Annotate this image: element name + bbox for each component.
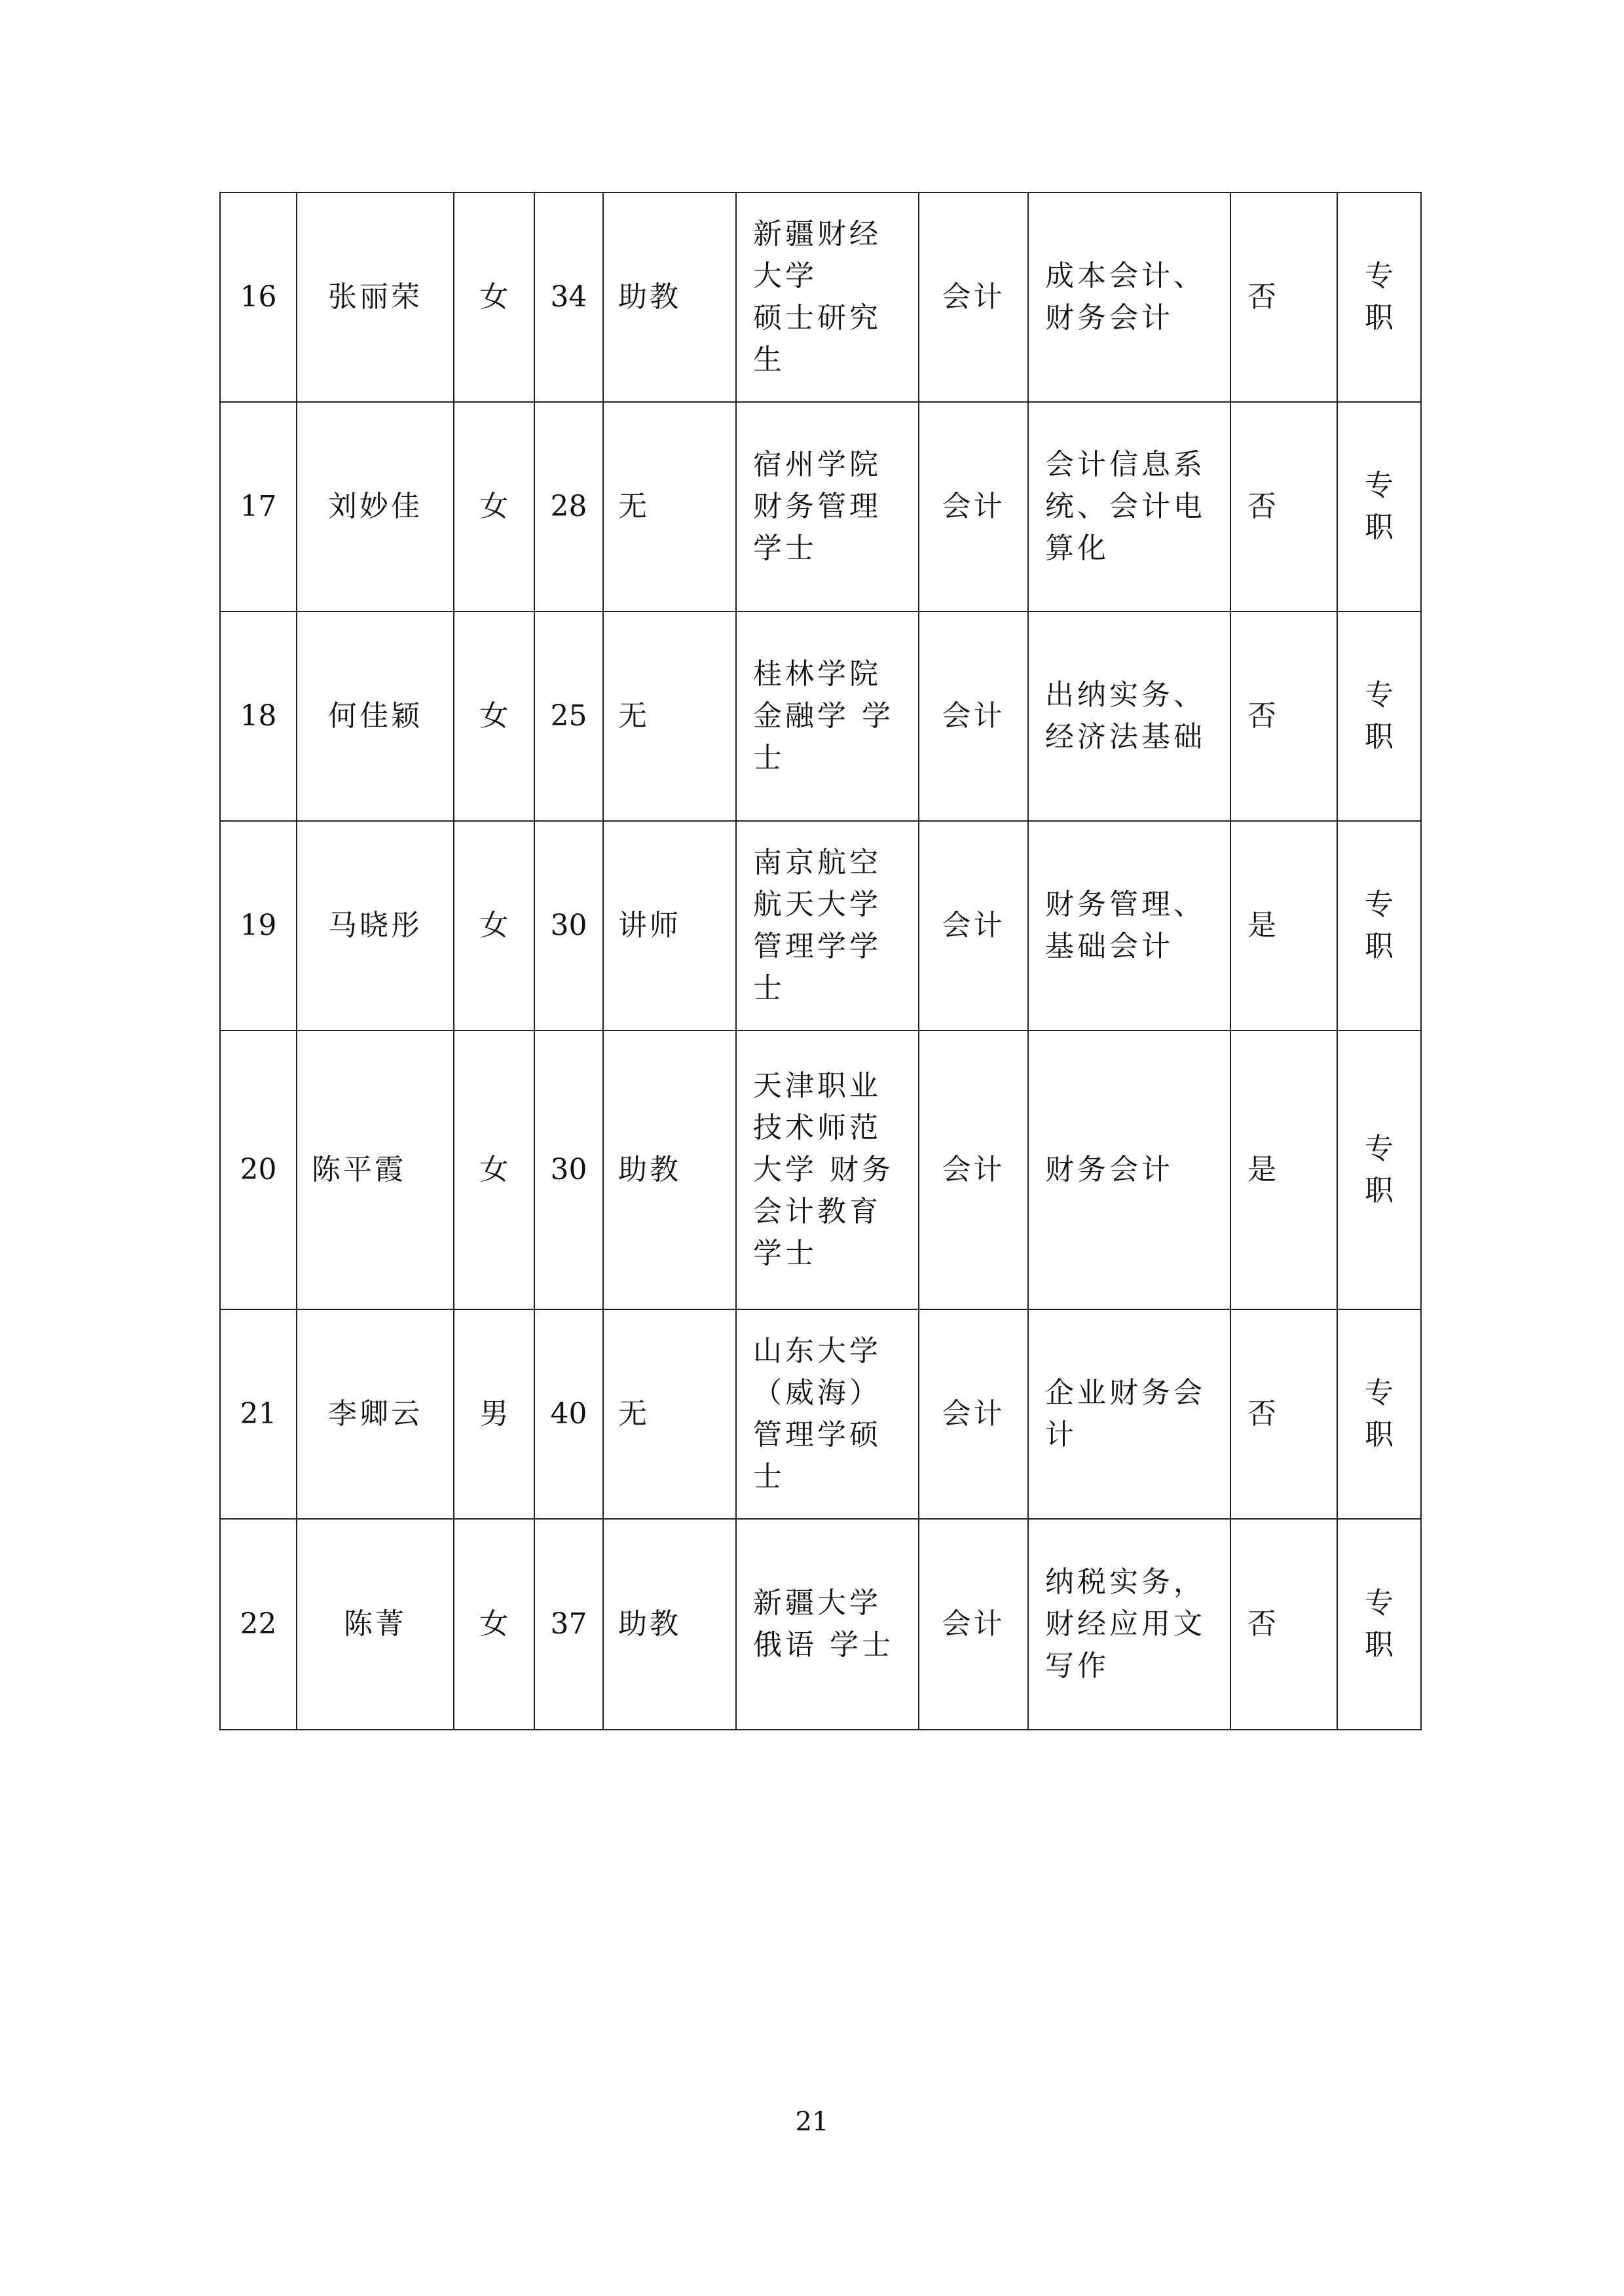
cell-courses-line: 财务会计: [1045, 301, 1173, 335]
cell-education-line: 管理学学: [753, 930, 881, 963]
cell-education: [736, 1519, 919, 1730]
cell-education-line: 山东大学: [753, 1334, 881, 1368]
cell-employment-type: [1337, 402, 1421, 611]
cell-dual-qualified: 否: [1230, 1309, 1337, 1519]
cell-number: 18: [220, 611, 297, 821]
cell-courses: [1028, 192, 1230, 402]
cell-courses: [1028, 1309, 1230, 1519]
cell-name: 何佳颖: [297, 611, 454, 821]
cell-education-line: 士: [753, 1460, 785, 1493]
cell-education-line: 学士: [753, 1237, 817, 1270]
cell-courses-line: 财务会计: [1045, 1153, 1173, 1186]
cell-courses-line: 写作: [1045, 1649, 1109, 1683]
cell-gender: 女: [454, 821, 534, 1030]
cell-courses-line: 财经应用文: [1045, 1607, 1206, 1641]
cell-employment-type-line: 专: [1365, 259, 1393, 293]
cell-employment-type-line: 职: [1365, 1418, 1393, 1451]
cell-education-line: 俄语 学士: [753, 1628, 894, 1662]
cell-employment-type: [1337, 821, 1421, 1030]
cell-courses: [1028, 1519, 1230, 1730]
cell-name: 陈菁: [297, 1519, 454, 1730]
cell-education: [736, 611, 919, 821]
cell-employment-type: [1337, 192, 1421, 402]
cell-dual-qualified: 否: [1230, 1519, 1337, 1730]
cell-name: 马晓彤: [297, 821, 454, 1030]
cell-employment-type-line: 专: [1365, 1132, 1393, 1165]
cell-education: [736, 821, 919, 1030]
cell-education: [736, 1030, 919, 1309]
cell-major: 会计: [919, 192, 1028, 402]
cell-number: 16: [220, 192, 297, 402]
cell-courses-line: 计: [1045, 1418, 1077, 1451]
cell-employment-type: [1337, 1030, 1421, 1309]
cell-name: 陈平霞: [297, 1030, 454, 1309]
cell-courses-line: 成本会计、: [1045, 259, 1206, 293]
cell-major: 会计: [919, 1030, 1028, 1309]
cell-employment-type-line: 专: [1365, 678, 1393, 712]
cell-gender: 女: [454, 1519, 534, 1730]
cell-education-line: 大学 财务: [753, 1153, 894, 1186]
cell-courses-line: 企业财务会: [1045, 1376, 1206, 1410]
cell-age: 37: [534, 1519, 603, 1730]
cell-education-line: 金融学 学: [753, 699, 894, 733]
cell-education-line: 南京航空: [753, 846, 881, 879]
cell-education-line: 桂林学院: [753, 657, 881, 691]
cell-name: 李卿云: [297, 1309, 454, 1519]
cell-dual-qualified: 是: [1230, 821, 1337, 1030]
cell-education-line: 生: [753, 343, 785, 376]
cell-title: 无: [603, 1309, 736, 1519]
cell-dual-qualified: 是: [1230, 1030, 1337, 1309]
cell-education-line: 学士: [753, 532, 817, 565]
cell-courses-line: 会计信息系: [1045, 448, 1206, 481]
table-row: [220, 1309, 1421, 1519]
cell-employment-type-line: 职: [1365, 1628, 1393, 1662]
cell-courses-line: 基础会计: [1045, 930, 1173, 963]
cell-major: 会计: [919, 821, 1028, 1030]
cell-employment-type-line: 职: [1365, 301, 1393, 335]
cell-education-line: 新疆大学: [753, 1586, 881, 1620]
cell-employment-type-line: 职: [1365, 1174, 1393, 1207]
table-row: [220, 1519, 1421, 1730]
cell-number: 22: [220, 1519, 297, 1730]
cell-employment-type-line: 职: [1365, 720, 1393, 754]
cell-number: 17: [220, 402, 297, 611]
cell-title: 无: [603, 402, 736, 611]
cell-age: 28: [534, 402, 603, 611]
table-row: [220, 611, 1421, 821]
cell-title: 助教: [603, 1030, 736, 1309]
cell-education-line: 技术师范: [753, 1111, 881, 1144]
cell-age: 30: [534, 821, 603, 1030]
table-row: [220, 821, 1421, 1030]
cell-major: 会计: [919, 402, 1028, 611]
cell-education-line: 会计教育: [753, 1195, 881, 1228]
cell-employment-type-line: 专: [1365, 888, 1393, 921]
cell-major: 会计: [919, 1519, 1028, 1730]
cell-major: 会计: [919, 1309, 1028, 1519]
cell-title: 助教: [603, 1519, 736, 1730]
cell-gender: 女: [454, 402, 534, 611]
table-body: [220, 192, 1421, 1730]
cell-courses-line: 算化: [1045, 532, 1109, 565]
cell-employment-type: [1337, 1309, 1421, 1519]
cell-education-line: 士: [753, 972, 785, 1005]
cell-education: [736, 1309, 919, 1519]
table-row: [220, 402, 1421, 611]
cell-dual-qualified: 否: [1230, 192, 1337, 402]
cell-education-line: 宿州学院: [753, 448, 881, 481]
cell-gender: 女: [454, 1030, 534, 1309]
cell-employment-type-line: 专: [1365, 1586, 1393, 1620]
cell-education-line: 大学: [753, 259, 817, 293]
staff-table: [219, 192, 1422, 1730]
page-number: 21: [795, 2107, 829, 2137]
cell-name: 张丽荣: [297, 192, 454, 402]
cell-employment-type-line: 专: [1365, 469, 1393, 502]
cell-employment-type-line: 职: [1365, 930, 1393, 963]
cell-courses: [1028, 821, 1230, 1030]
cell-courses-line: 纳税实务，: [1045, 1565, 1206, 1599]
cell-employment-type-line: 职: [1365, 511, 1393, 544]
cell-age: 30: [534, 1030, 603, 1309]
cell-education: [736, 402, 919, 611]
cell-number: 19: [220, 821, 297, 1030]
cell-major: 会计: [919, 611, 1028, 821]
cell-employment-type-line: 专: [1365, 1376, 1393, 1410]
cell-courses: [1028, 611, 1230, 821]
cell-number: 21: [220, 1309, 297, 1519]
cell-age: 40: [534, 1309, 603, 1519]
cell-education-line: 士: [753, 741, 785, 774]
cell-title: 无: [603, 611, 736, 821]
cell-dual-qualified: 否: [1230, 611, 1337, 821]
cell-courses-line: 出纳实务、: [1045, 678, 1206, 712]
cell-number: 20: [220, 1030, 297, 1309]
cell-gender: 女: [454, 611, 534, 821]
cell-employment-type: [1337, 611, 1421, 821]
cell-courses: [1028, 1030, 1230, 1309]
cell-education-line: （威海）: [753, 1376, 881, 1410]
table-row: [220, 192, 1421, 402]
cell-employment-type: [1337, 1519, 1421, 1730]
cell-education: [736, 192, 919, 402]
cell-education-line: 管理学硕: [753, 1418, 881, 1451]
cell-education-line: 硕士研究: [753, 301, 881, 335]
cell-education-line: 新疆财经: [753, 217, 881, 251]
cell-gender: 女: [454, 192, 534, 402]
cell-education-line: 天津职业: [753, 1069, 881, 1102]
cell-courses-line: 统、会计电: [1045, 490, 1206, 523]
cell-title: 助教: [603, 192, 736, 402]
cell-title: 讲师: [603, 821, 736, 1030]
table-row: [220, 1030, 1421, 1309]
cell-dual-qualified: 否: [1230, 402, 1337, 611]
cell-courses-line: 经济法基础: [1045, 720, 1206, 754]
cell-age: 34: [534, 192, 603, 402]
cell-name: 刘妙佳: [297, 402, 454, 611]
cell-age: 25: [534, 611, 603, 821]
cell-gender: 男: [454, 1309, 534, 1519]
cell-courses: [1028, 402, 1230, 611]
cell-courses-line: 财务管理、: [1045, 888, 1206, 921]
cell-education-line: 财务管理: [753, 490, 881, 523]
cell-education-line: 航天大学: [753, 888, 881, 921]
